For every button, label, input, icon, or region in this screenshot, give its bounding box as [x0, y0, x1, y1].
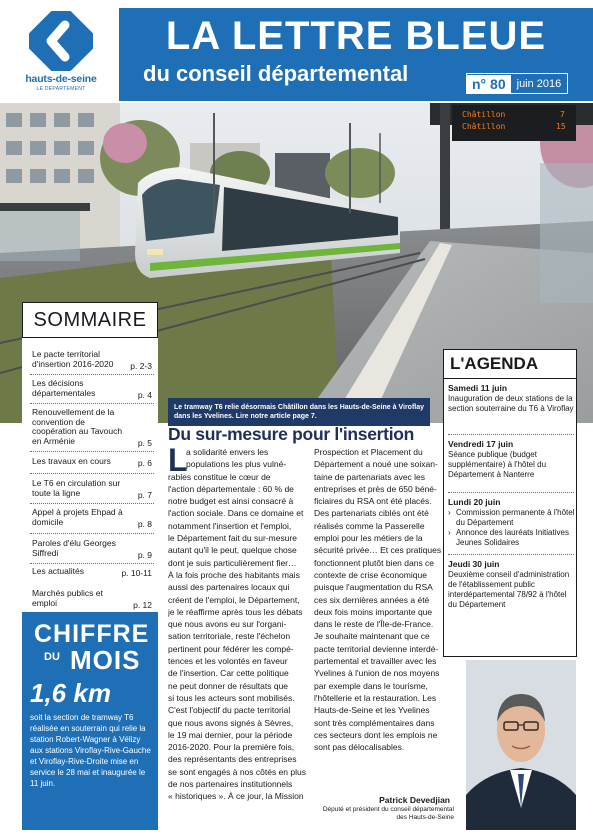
agenda-entry-date: Lundi 20 juin [448, 497, 501, 507]
chiffre-value: 1,6 km [30, 678, 111, 708]
agenda-title: L'AGENDA [443, 349, 577, 379]
toc-item-label: Le T6 en circulation sur toute la ligne [32, 478, 121, 498]
toc-separator [30, 374, 154, 375]
article-line: se sont engagés à nos côtés en plus [168, 766, 306, 777]
article-line: l'action sociale. Dans ce domaine et [168, 508, 304, 519]
toc-item-page: p. 12 [133, 599, 152, 610]
article-line: Je souhaite maintenant que ce [314, 631, 430, 642]
article-line: puisque l'augmentation du RSA [314, 582, 433, 593]
article-line: À la fois proche des habitants mais [168, 569, 300, 580]
article-line: l'hôtellerie et la restauration. Les [314, 692, 437, 703]
agenda-entry [448, 439, 576, 480]
article-line: Département a noué une soixan- [314, 459, 438, 470]
toc-item-label: Les travaux en cours [32, 456, 111, 466]
issue-date: juin 2016 [516, 77, 562, 90]
article-line: réalisés comme la Passerelle [314, 520, 425, 531]
article-line: des représentants des entreprises [168, 754, 297, 765]
toc-item-label: Renouvellement de la convention de coopération au Tavouch en Arménie [32, 407, 123, 446]
toc-item-page: p. 4 [137, 389, 152, 400]
toc-item-ehpad[interactable] [22, 508, 158, 529]
article-line: aussi des partenaires locaux qui [168, 582, 290, 593]
agenda-entry-text: Deuxième conseil d'administration de l'établissement public interdépartemental 78/92 à l'hôtel du Département [448, 570, 570, 609]
chiffre-heading-word1: CHIFFRE [34, 620, 150, 648]
article-line: dans le reste de l'Île-de-France. [314, 619, 434, 630]
toc-item-label: Marchés publics et emploi [32, 588, 103, 608]
toc-separator [30, 533, 154, 534]
article-line: de l'insertion. Car cette politique [168, 668, 289, 679]
sign-minutes-2: 15 [556, 122, 566, 131]
article-line: C'est l'objectif du pacte territorial [168, 705, 291, 716]
toc-item-label: Les actualités [32, 566, 84, 576]
agenda-entry-bullet: › Commission permanente à l'hôtel du Département [448, 508, 576, 528]
agenda-entry-text: Inauguration de deux stations de la section souterraine du T6 à Viroflay [448, 394, 574, 413]
article-line: deux fois moins importante que [314, 606, 433, 617]
article-line: pacte territorial devienne interdé- [314, 643, 439, 654]
newsletter-subtitle: du conseil départemental [143, 61, 409, 86]
signature-role: Député et président du conseil départemental des Hauts-de-Seine [322, 806, 454, 821]
article-line: ne peut donner de résultats que [168, 680, 289, 691]
logo-subtitle: LE DÉPARTEMENT [36, 86, 86, 92]
toc-item-page: p. 9 [137, 549, 152, 560]
article-dropcap: L [168, 442, 188, 478]
toc-item-page: p. 10-11 [121, 567, 152, 578]
article-line: par exemple dans le tourisme, [314, 680, 428, 691]
signature-name: Patrick Devedjian [379, 795, 450, 805]
agenda-entry-date: Jeudi 30 juin [448, 559, 500, 569]
article-line: tences et les volontés en faveur [168, 656, 288, 667]
toc-item-label: Appel à projets Ehpad à domicile [32, 507, 123, 527]
article-line: 2016-2020. Pour la première fois, [168, 742, 295, 753]
article-line: sécurité privée… Et ces pratiques [314, 545, 442, 556]
agenda-separator [448, 492, 574, 493]
article-column-1 [168, 442, 312, 803]
toc-item-page: p. 2-3 [130, 360, 152, 371]
article-line: populations les plus vulné- [186, 459, 287, 470]
toc-item-t6[interactable] [22, 479, 158, 500]
article-line: je le réaffirme après tous les débats [168, 606, 303, 617]
toc-item-label: Les décisions départementales [32, 378, 96, 398]
toc-separator [30, 403, 154, 404]
masthead [0, 0, 593, 103]
portrait-image [466, 660, 576, 830]
toc-item-page: p. 6 [137, 457, 152, 468]
article-line: emploi pour les métiers de la [314, 533, 423, 544]
sign-station-2: Châtillon [462, 122, 506, 131]
article-line: que nous avons signés à Sèvres, [168, 717, 294, 728]
article-line: sation territoriale, reste l'échelon [168, 631, 291, 642]
article-line: Des partenariats ciblés ont été [314, 508, 429, 519]
toc-item-page: p. 7 [137, 489, 152, 500]
chiffre-description: soit la section de tramway T6 réalisée en souterrain qui relie la station Robert-Wagner à Vélizy aux stations Viroflay-Rive-Gauche et Viroflay-Rive-Droite mise en service le 28 mai et inaugurée le 11 juin. [30, 713, 151, 788]
agenda-box [443, 349, 577, 657]
agenda-entry-text: Séance publique (budget supplémentaire) à l'hôtel du Département à Nanterre [448, 450, 547, 479]
article-line: notamment l'insertion et l'emploi, [168, 520, 292, 531]
title-band [119, 8, 593, 101]
article-line: Yvelines à l'union de nos moyens [314, 668, 440, 679]
agenda-entry-date: Vendredi 17 juin [448, 439, 514, 449]
sommaire-title: SOMMAIRE [22, 302, 158, 338]
chiffre-heading-word2: DU [44, 651, 60, 663]
toc-item-label: Le pacte territorial d'insertion 2016-2020 [32, 349, 114, 369]
article-line: sont très complémentaires dans [314, 717, 435, 728]
article-line: autant qu'il le peut, quelque chose [168, 545, 297, 556]
issue-box [466, 73, 568, 94]
portrait-photo [466, 660, 576, 830]
article-line: Prospection et Placement du [314, 447, 423, 457]
agenda-entry [448, 497, 576, 548]
article-line: dont je suis particulièrement fier… [168, 557, 297, 568]
article-line: si tous les acteurs sont mobilisés. [168, 692, 295, 703]
article-line: ficiaires du RSA ont été placés. [314, 496, 432, 507]
sign-minutes-1: 7 [560, 110, 565, 119]
toc-separator [30, 503, 154, 504]
toc-item-actualites[interactable] [22, 567, 158, 578]
agenda-entry [448, 559, 576, 610]
agenda-separator [448, 554, 574, 555]
agenda-entry-date: Samedi 11 juin [448, 383, 508, 393]
toc-separator [30, 563, 154, 564]
toc-item-page: p. 5 [137, 437, 152, 448]
toc-item-pacte-territorial[interactable] [22, 350, 158, 371]
chiffre-du-mois-box [22, 612, 158, 830]
toc-item-paroles-elu[interactable] [22, 539, 158, 560]
article-column-2 [314, 446, 458, 753]
hauts-de-seine-logo[interactable] [21, 9, 101, 97]
article-line: de nos partenaires institutionnels [168, 779, 293, 790]
toc-item-label: Paroles d'élu Georges Siffredi [32, 538, 116, 558]
toc-item-travaux[interactable] [22, 457, 158, 468]
newsletter-title: LA LETTRE BLEUE [165, 14, 547, 58]
table-of-contents [22, 302, 158, 592]
logo-name: hauts-de-seine [25, 73, 97, 85]
article-line: sont pas délocalisables. [314, 742, 405, 753]
toc-item-decisions[interactable] [22, 379, 158, 400]
article-line: contexte de crise économique [314, 569, 427, 580]
article-line: ces secteurs dont les emplois ne [314, 729, 438, 740]
article-line: pertinent pour fédérer les compé- [168, 643, 294, 654]
toc-separator [30, 473, 154, 474]
article-line: l'action départementale : 60 % de [168, 483, 294, 494]
article-line: partemental et travailler avec les [314, 656, 437, 667]
issue-number: n° 80 [467, 75, 511, 93]
article-line: le 19 mai dernier, pour la période [168, 729, 293, 740]
toc-item-marches-publics[interactable] [22, 589, 158, 610]
photo-caption: Le tramway T6 relie désormais Châtillon dans les Hauts-de-Seine à Viroflay dans les Yvelines. Lire notre article page 7. [168, 398, 430, 426]
agenda-entry-bullet: › Annonce des lauréats Initiatives Jeunes Solidaires [448, 528, 576, 548]
article-line: a solidarité envers les [186, 447, 269, 457]
article-line: créent de l'emploi, le Département, [168, 594, 300, 605]
article-line: Hauts-de-Seine et les Yvelines [314, 705, 430, 716]
agenda-body [443, 379, 577, 657]
article-line: notre budget est ainsi consacré à [168, 496, 294, 507]
article-line: que nous avons eu sur l'organi- [168, 619, 287, 630]
toc-separator [30, 451, 154, 452]
article-line: rables constitue le cœur de [168, 471, 271, 482]
article-line: ces six dernières années a été [314, 594, 430, 605]
agenda-separator [448, 434, 574, 435]
logo-mark-icon [29, 11, 93, 71]
article-title: Du sur-mesure pour l'insertion [168, 424, 415, 444]
article-line: taine de partenariats avec les [314, 471, 426, 482]
article-line: « historiques ». À ce jour, la Mission [168, 791, 304, 802]
article-line: fonctionnent plutôt bien dans ce [314, 557, 435, 568]
article-line: le Département fait du sur-mesure [168, 533, 297, 544]
chiffre-heading-word3: MOIS [70, 645, 141, 675]
toc-item-page: p. 8 [137, 518, 152, 529]
sign-station-1: Châtillon [462, 110, 506, 119]
toc-item-armenie[interactable] [22, 408, 158, 448]
article-line: entreprises et près de 650 béné- [314, 483, 437, 494]
agenda-entry [448, 383, 576, 414]
